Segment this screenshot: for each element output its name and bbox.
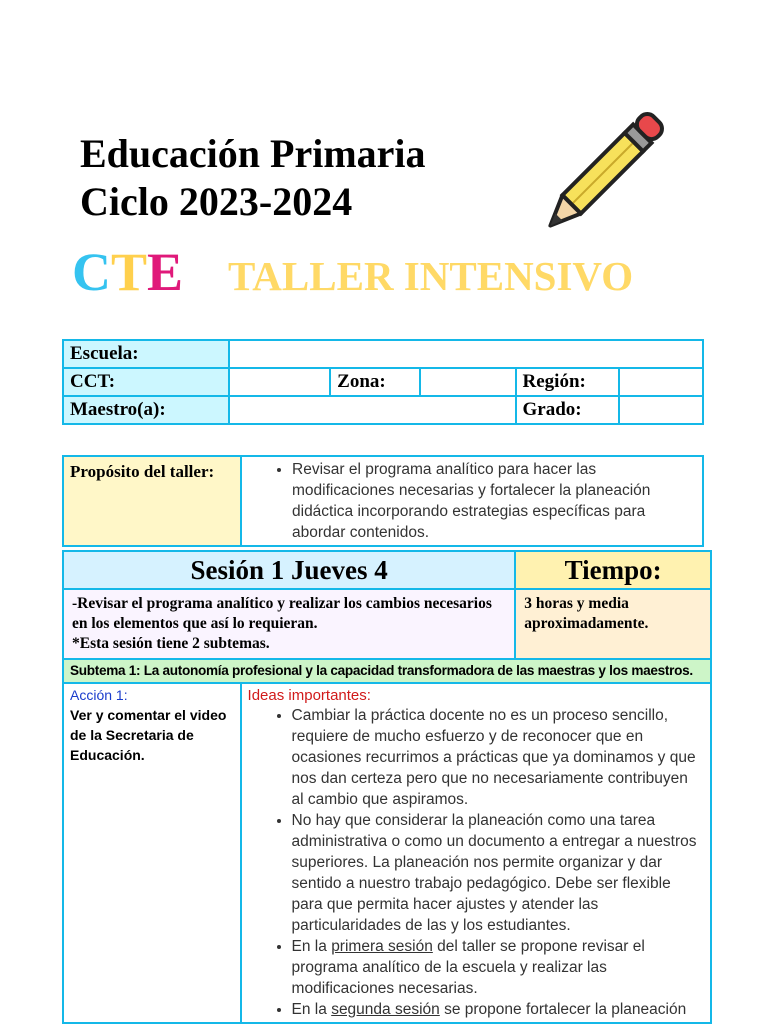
- cte-letter-e: E: [147, 242, 184, 302]
- grado-label: Grado:: [516, 396, 620, 424]
- escuela-label: Escuela:: [63, 340, 229, 368]
- title-line-2: Ciclo 2023-2024: [80, 179, 353, 224]
- idea-3-post: del taller se propone revisar el programa analítico de la escuela y realizar las modificaciones necesarias.: [291, 938, 645, 997]
- school-info-table: [62, 339, 704, 425]
- zona-label: Zona:: [330, 368, 420, 396]
- cte-logo: [72, 242, 183, 302]
- purpose-table: [62, 455, 704, 547]
- idea-item-3: [292, 936, 704, 999]
- cct-field[interactable]: [229, 368, 330, 396]
- title-line-1: Educación Primaria: [80, 131, 426, 176]
- idea-3-underlined: primera sesión: [331, 938, 433, 955]
- ideas-cell: [241, 683, 711, 1023]
- idea-4-underlined: segunda sesión: [331, 1001, 440, 1018]
- escuela-field[interactable]: [229, 340, 703, 368]
- region-label: Región:: [516, 368, 620, 396]
- idea-3-pre: En la: [291, 938, 332, 955]
- idea-item-1: • Cambiar la práctica docente no es un proceso sencillo, requiere de mucho esfuerzo y de reconocer que en ocasiones recurrimos a prácticas que ya dominamos y que nos dan certeza pero que no necesariamente contribuyen al cambio que aspiramos.: [292, 705, 704, 810]
- accion-label: Acción 1:: [70, 687, 128, 703]
- tiempo-label: Tiempo:: [515, 551, 711, 589]
- idea-4-post: se propone fortalecer la planeación: [439, 1001, 687, 1018]
- idea-4-pre: En la: [291, 1001, 332, 1018]
- accion-text: Ver y comentar el video de la Secretaria de Educación.: [70, 707, 227, 763]
- cte-letter-c: C: [72, 242, 111, 302]
- session-table: [62, 550, 712, 1024]
- zona-field[interactable]: [420, 368, 516, 396]
- idea-item-2: • No hay que considerar la planeación como una tarea administrativa o como un documento a entregar a nuestros superiores. La planeación nos permite organizar y dar sentido a nuestro trabajo pedagógico. Debe ser flexible para que permita hacer ajustes y atender las particularidades de las y los estudiantes.: [292, 810, 704, 936]
- session-desc-line-1: -Revisar el programa analítico y realizar los cambios necesarios en los elementos que así lo requieran.: [72, 595, 492, 632]
- cct-label: CCT:: [63, 368, 229, 396]
- taller-heading: TALLER INTENSIVO: [228, 253, 634, 299]
- session-title: Sesión 1 Jueves 4: [63, 551, 515, 589]
- grado-field[interactable]: [619, 396, 703, 424]
- cte-letter-t: T: [111, 242, 148, 302]
- time-value: 3 horas y media aproximadamente.: [515, 589, 711, 659]
- maestro-field[interactable]: [229, 396, 516, 424]
- purpose-text: • Revisar el programa analítico para hacer las modificaciones necesarias y fortalecer la planeación didáctica incorporando estrategias específicas para abordar contenidos.: [292, 459, 696, 543]
- region-field[interactable]: [619, 368, 703, 396]
- ideas-label: Ideas importantes:: [247, 687, 371, 704]
- document-title: [80, 130, 426, 226]
- session-description: [63, 589, 515, 659]
- accion-cell: [63, 683, 241, 1023]
- purpose-label: Propósito del taller:: [63, 456, 241, 546]
- maestro-label: Maestro(a):: [63, 396, 229, 424]
- session-desc-line-2: *Esta sesión tiene 2 subtemas.: [72, 635, 270, 652]
- subtema-row: Subtema 1: La autonomía profesional y la capacidad transformadora de las maestras y los maestros.: [63, 659, 711, 683]
- pencil-icon: [532, 96, 682, 242]
- idea-item-4: [292, 999, 704, 1020]
